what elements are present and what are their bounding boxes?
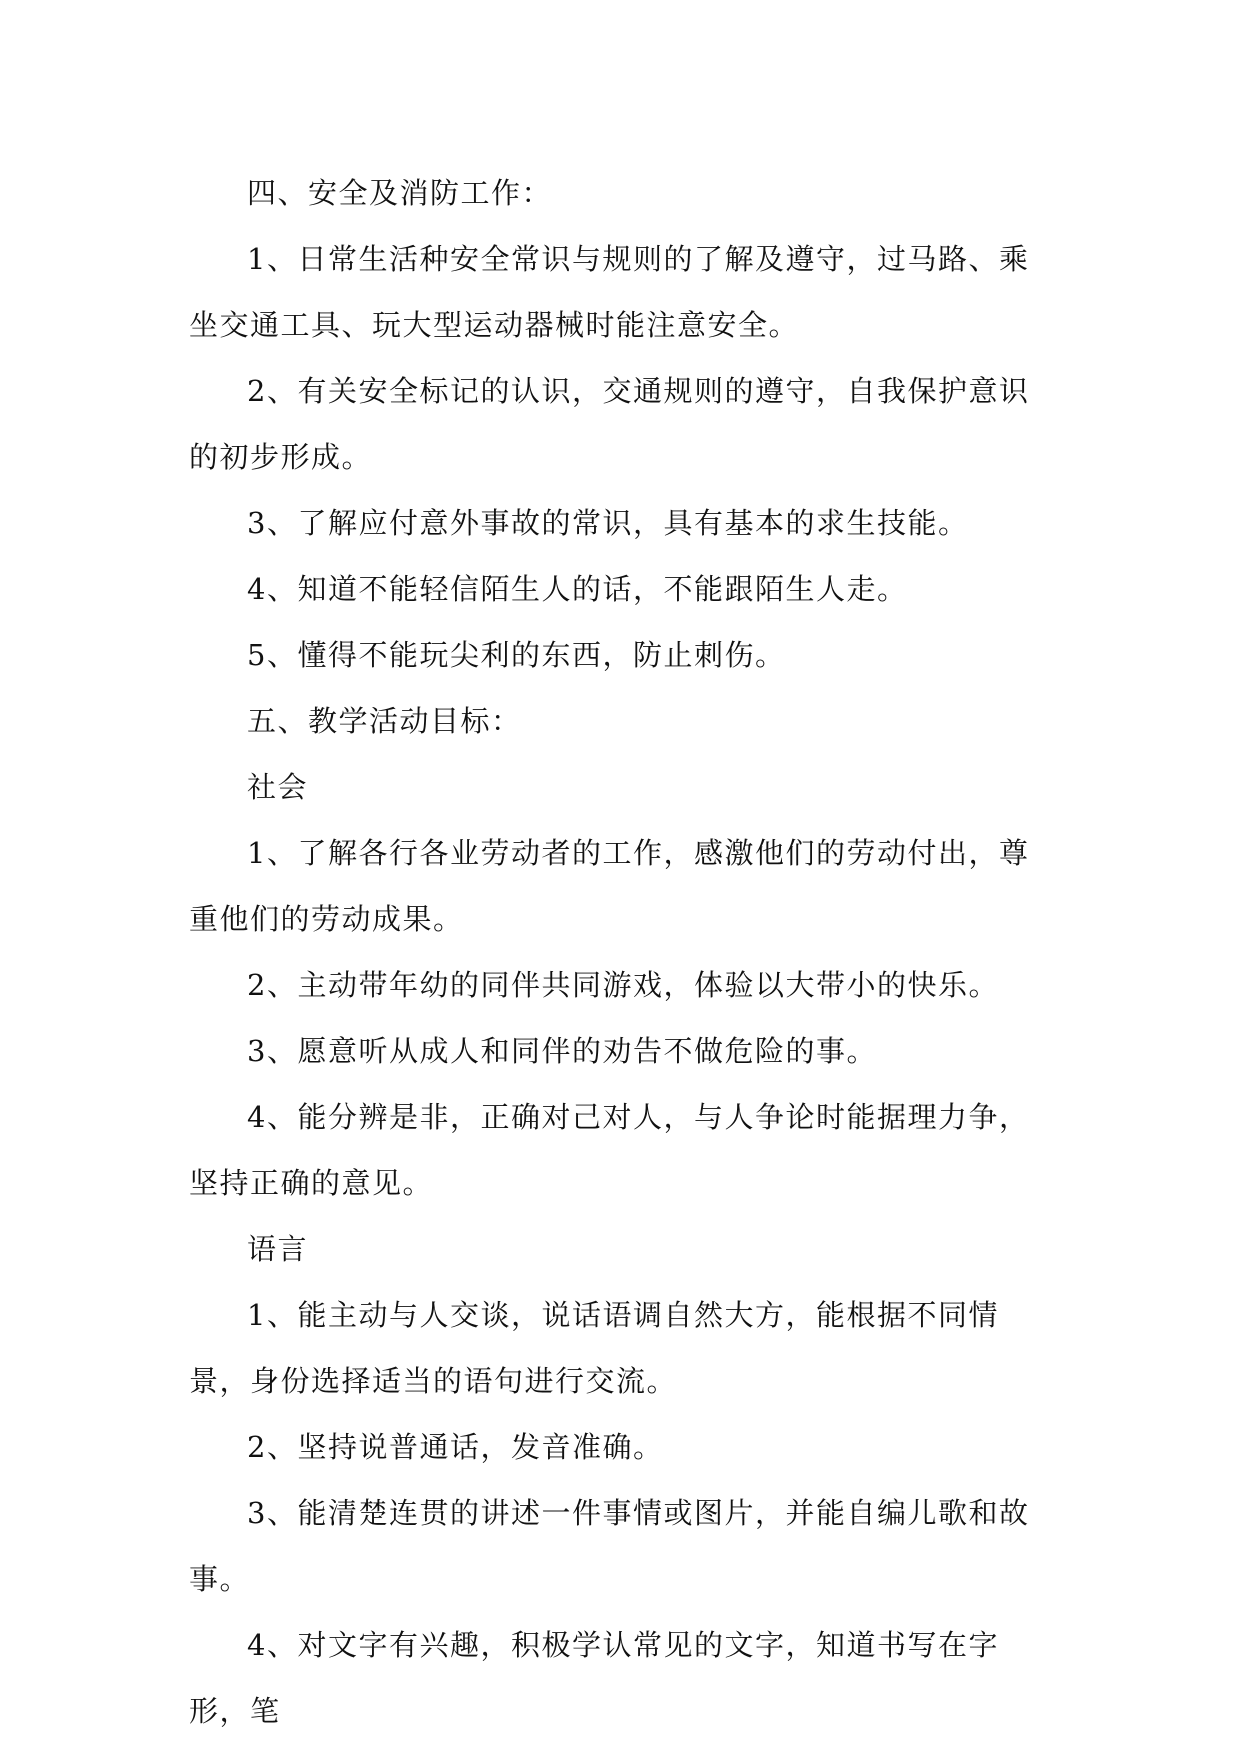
document-page: [189, 160, 1059, 1744]
paragraph: 4、知道不能轻信陌生人的话，不能跟陌生人走。: [247, 572, 908, 606]
paragraph: 2、主动带年幼的同伴共同游戏，体验以大带小的快乐。: [247, 968, 999, 1002]
paragraph: 1、能主动与人交谈，说话语调自然大方，能根据不同情景，身份选择适当的语句进行交流。: [189, 1298, 999, 1398]
subheading-language: 语言: [247, 1232, 309, 1266]
paragraph: 3、能清楚连贯的讲述一件事情或图片，并能自编儿歌和故事。: [189, 1496, 1030, 1596]
paragraph: 5、懂得不能玩尖利的东西，防止刺伤。: [247, 638, 786, 672]
section-heading-goals: 五、教学活动目标：: [247, 704, 522, 738]
paragraph: 4、对文字有兴趣，积极学认常见的文字，知道书写在字形，笔: [189, 1628, 999, 1728]
paragraph: 3、了解应付意外事故的常识，具有基本的求生技能。: [247, 506, 969, 540]
paragraph: 1、了解各行各业劳动者的工作，感激他们的劳动付出，尊重他们的劳动成果。: [189, 836, 1030, 936]
paragraph: 2、有关安全标记的认识，交通规则的遵守，自我保护意识的初步形成。: [189, 374, 1030, 474]
subheading-society: 社会: [247, 770, 309, 804]
section-heading-safety: 四、安全及消防工作：: [247, 176, 553, 210]
paragraph: 2、坚持说普通话，发音准确。: [247, 1430, 664, 1464]
paragraph: 1、日常生活种安全常识与规则的了解及遵守，过马路、乘坐交通工具、玩大型运动器械时能注意安全。: [189, 242, 1030, 342]
paragraph: 3、愿意听从成人和同伴的劝告不做危险的事。: [247, 1034, 877, 1068]
paragraph: 4、能分辨是非，正确对己对人，与人争论时能据理力争，坚持正确的意见。: [189, 1100, 1030, 1200]
